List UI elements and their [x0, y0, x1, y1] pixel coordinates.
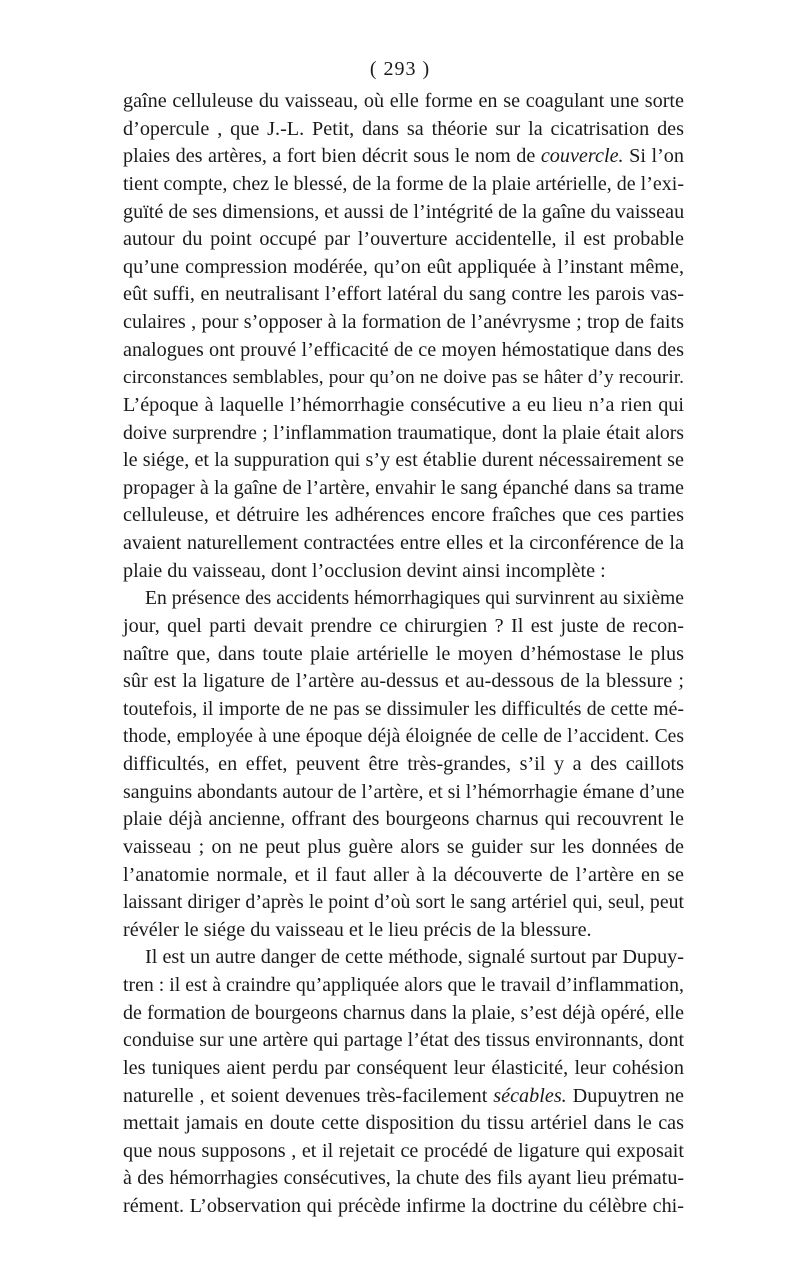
text-line: d’opercule , que J.-L. Petit, dans sa théorie sur la cicatrisation des: [123, 117, 684, 140]
text-line: propager à la gaîne de l’artère, envahir le sang épanché dans sa trame: [123, 476, 684, 499]
text-segment: naturelle , et soient devenues très-facilement: [123, 1084, 494, 1107]
text-line: révéler le siége du vaisseau et le lieu précis de la blessure.: [123, 918, 592, 941]
italic-term: couvercle.: [540, 145, 624, 168]
text-line: de formation de bourgeons charnus dans la plaie, s’est déjà opéré, elle: [123, 1001, 684, 1024]
text-line: l’anatomie normale, et il faut aller à la découverte de l’artère en se: [123, 863, 684, 886]
text-line: sanguins abondants autour de l’artère, et si l’hémorrhagie émane d’une: [123, 780, 685, 803]
text-line: sûr est la ligature de l’artère au-dessus et au-dessous de la blessure ;: [123, 670, 684, 693]
text-line: L’époque à laquelle l’hémorrhagie consécutive a eu lieu n’a rien qui: [123, 393, 684, 416]
body-text: [123, 88, 684, 1221]
text-line: En présence des accidents hémorrhagiques qui survinrent au sixième: [145, 588, 684, 610]
text-line: le siége, et la suppuration qui s’y est établie durent nécessairement se: [123, 449, 684, 472]
text-line: culaires , pour s’opposer à la formation de l’anévrysme ; trop de faits: [123, 311, 684, 333]
text-line: guïté de ses dimensions, et aussi de l’intégrité de la gaîne du vaisseau: [123, 200, 685, 223]
text-line: mettait jamais en doute cette disposition du tissu artériel dans le cas: [123, 1112, 684, 1135]
text-line: tient compte, chez le blessé, de la forme de la plaie artérielle, de l’exi-: [123, 172, 684, 195]
text-line: celluleuse, et détruire les adhérences encore fraîches que ces parties: [123, 504, 684, 527]
text-line: tren : il est à craindre qu’appliquée alors que le travail d’inflammation,: [123, 974, 684, 996]
text-segment: plaies des artères, a fort bien décrit sous le nom de: [123, 145, 541, 168]
text-line: [123, 143, 684, 171]
text-line: que nous supposons , et il rejetait ce procédé de ligature qui exposait: [123, 1139, 684, 1162]
text-line: eût suffi, en neutralisant l’effort latéral du sang contre les parois vas-: [123, 283, 684, 306]
text-line: Il est un autre danger de cette méthode, signalé surtout par Dupuy-: [145, 946, 684, 969]
text-line: thode, employée à une époque déjà éloignée de celle de l’accident. Ces: [123, 726, 684, 748]
text-line: à des hémorrhagies consécutives, la chute des fils ayant lieu prématu-: [123, 1167, 684, 1190]
text-segment: Si l’on: [623, 145, 684, 168]
text-line: qu’une compression modérée, qu’on eût appliquée à l’instant même,: [123, 255, 684, 278]
text-line: naître que, dans toute plaie artérielle le moyen d’hémostase le plus: [123, 642, 684, 665]
text-line: vaisseau ; on ne peut plus guère alors se guider sur les données de: [123, 835, 684, 858]
italic-term: sécables.: [493, 1084, 567, 1107]
text-line: les tuniques aient perdu par conséquent leur élasticité, leur cohésion: [123, 1056, 684, 1079]
text-segment: Dupuytren ne: [566, 1084, 684, 1107]
text-line: jour, quel parti devait prendre ce chirurgien ? Il est juste de recon-: [123, 614, 684, 637]
text-line: rément. L’observation qui précède infirme la doctrine du célèbre chi-: [123, 1195, 684, 1217]
text-line: conduise sur une artère qui partage l’état des tissus environnants, dont: [123, 1029, 684, 1052]
text-line: gaîne celluleuse du vaisseau, où elle forme en se coagulant une sorte: [123, 90, 684, 112]
text-line: plaie du vaisseau, dont l’occlusion devint ainsi incomplète :: [123, 559, 606, 582]
text-line: doive surprendre ; l’inflammation traumatique, dont la plaie était alors: [123, 421, 684, 444]
text-line: difficultés, en effet, peuvent être très-grandes, s’il y a des caillots: [123, 753, 684, 775]
text-line: [123, 1083, 684, 1111]
text-line: toutefois, il importe de ne pas se dissimuler les difficultés de cette mé-: [123, 697, 684, 720]
text-line: plaie déjà ancienne, offrant des bourgeons charnus qui recouvrent le: [123, 808, 684, 831]
text-line: laissant diriger d’après le point d’où sort le sang artériel qui, seul, peut: [123, 891, 684, 914]
text-line: avaient naturellement contractées entre elles et la circonférence de la: [123, 532, 684, 554]
text-line: analogues ont prouvé l’efficacité de ce moyen hémostatique dans des: [123, 338, 684, 361]
text-line: autour du point occupé par l’ouverture accidentelle, il est probable: [123, 228, 684, 251]
text-line: circonstances semblables, pour qu’on ne doive pas se hâter d’y recourir.: [123, 367, 684, 389]
page-number: ( 293 ): [369, 58, 431, 80]
